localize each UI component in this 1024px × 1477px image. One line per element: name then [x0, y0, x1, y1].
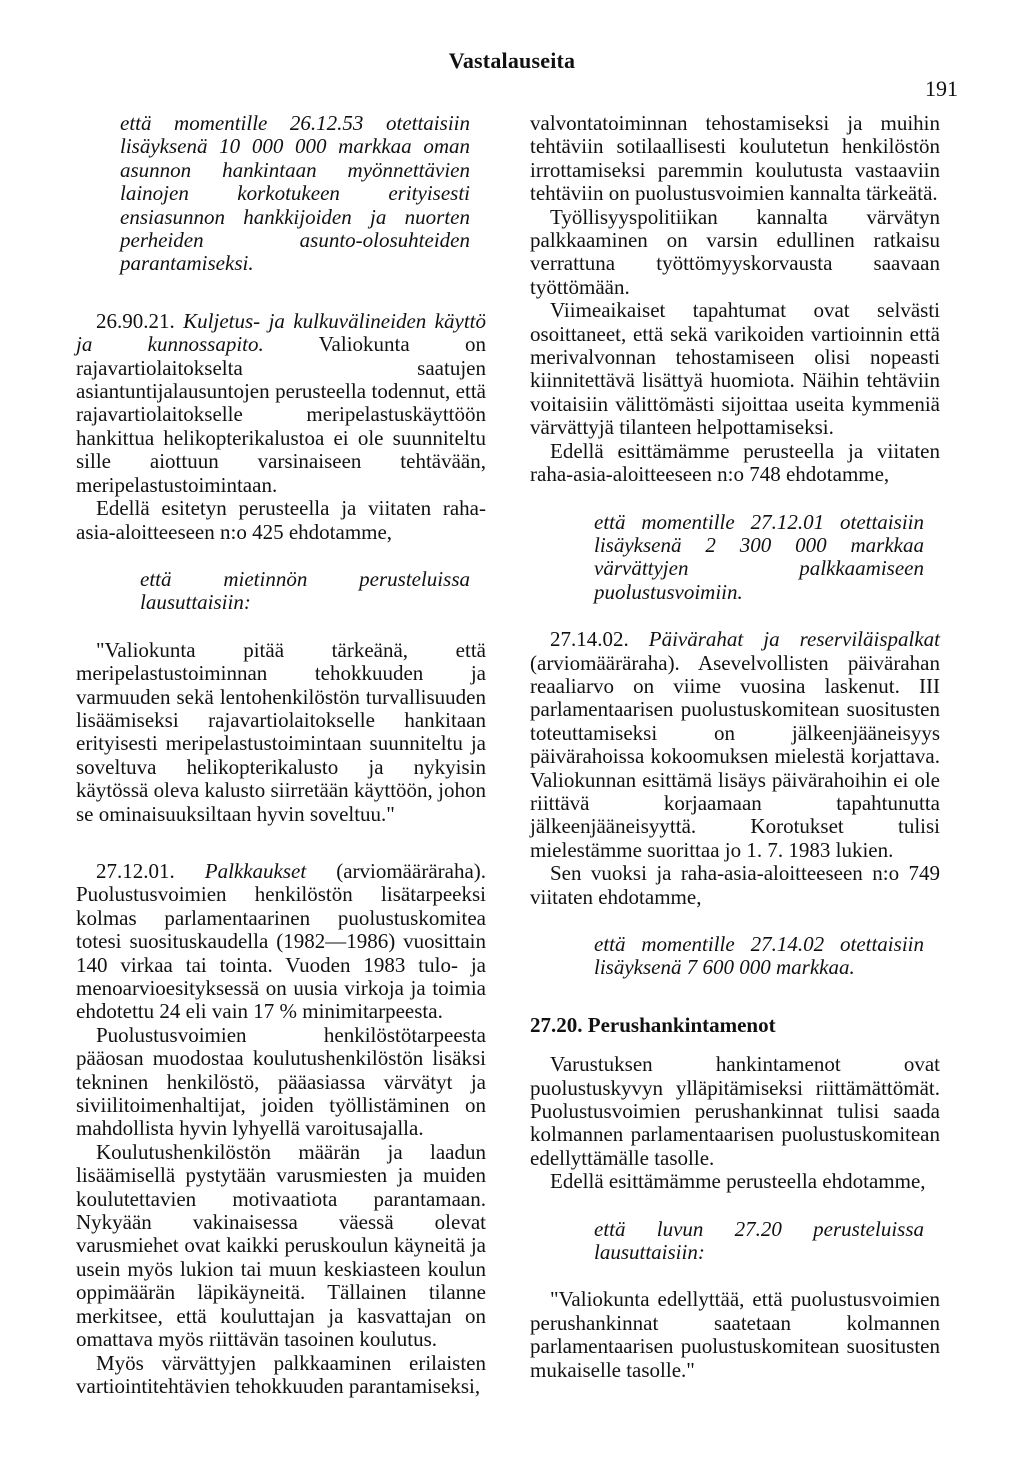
motion-lausuttaisiin: että mietinnön perusteluissa lausuttaisiin: — [140, 566, 470, 615]
right-column — [530, 112, 940, 1382]
paragraph: Myös värvättyjen palkkaaminen erilaisten vartiointitehtävien tehokkuuden parantamiseksi, — [76, 1350, 486, 1398]
section-number: 27.12.01. — [96, 858, 175, 883]
section-number: 27.14.02. — [550, 627, 629, 652]
section-text: (arviomääräraha). Asevelvollisten päivärahan reaaliarvo on viime vuosina laskenut. III parlamentaarisen puolustuskomitean suositusten toteuttamiseksi on jälkeenjääneisyys päivärahoissa kokoomuksen mielestä korjattava. Valiokunnan esittämä lisäys päivärahoihin ei ole riittävä korjaamaan tapahtunutta jälkeenjääneisyyttä. Korotukset tulisi mielestämme suorittaa jo 1. 7. 1983 lukien. — [530, 650, 940, 862]
section-title: Päivärahat ja reserviläispalkat — [648, 627, 940, 652]
paragraph: Edellä esittämämme perusteella ja viitaten raha-asia-aloitteeseen n:o 748 ehdotamme, — [530, 438, 940, 487]
left-column — [76, 112, 486, 1398]
quote-block: "Valiokunta pitää tärkeänä, että meripelastustoiminnan tehokkuuden ja varmuuden sekä lentohenkilöstön turvallisuuden lisäämiseksi rajavartiolaitokselle hankitaan erityisesti meripelastustoimintaan suunniteltu ja soveltuva helikopterikalusto ja nykyisin käytössä oleva kalusto siirretään käyttöön, johon se ominaisuuksiltaan hyvin soveltuu." — [76, 637, 486, 826]
page-header-title: Vastalauseita — [448, 48, 576, 73]
paragraph: Työllisyyspolitiikan kannalta värvätyn palkkaaminen on varsin edullinen ratkaisu verrattuna työttömyyskorvausta saavaan työttömään. — [530, 204, 940, 299]
section-27-14-02 — [530, 628, 940, 862]
paragraph: Varustuksen hankintamenot ovat puolustuskyvyn ylläpitämiseksi riittämättömät. Puolustusvoimien perushankinnat tulisi saada kolmannen parlamentaarisen puolustuskomitean edellyttämälle tasolle. — [530, 1052, 940, 1170]
paragraph: valvontatoiminnan tehostamiseksi ja muihin tehtäviin sotilaallisesti koulutetun henkilöstön irrottamiseksi paremmin koulutusta vastaaviin tehtäviin on puolustusvoimien kannalta tärkeätä. — [530, 111, 940, 206]
paragraph: Edellä esitetyn perusteella ja viitaten raha-asia-aloitteeseen n:o 425 ehdotamme, — [76, 496, 486, 544]
quote-block: "Valiokunta edellyttää, että puolustusvoimien perushankinnat saatetaan kolmannen parlamentaarisen puolustuskomitean suositusten mukaiselle tasolle." — [530, 1287, 940, 1382]
section-heading-27-20: 27.20. Perushankintamenot — [530, 1012, 776, 1037]
section-27-12-01 — [76, 860, 486, 1024]
section-text: Puolustusvoimien henkilöstön lisätarpeeksi kolmas parlamentaarinen puolustuskomitea totesi suosituskaudella (1982—1986) vuosittain 140 virkaa tai tointa. Vuoden 1983 tulo- ja menoarvioesityksessä on uusia virkoja ja toimia ehdotettu 24 eli vain 17 % minimitarpeesta. — [76, 882, 486, 1024]
section-title: Palkkaukset — [204, 858, 307, 883]
motion-27-14-02: että momentille 27.14.02 otettaisiin lisäyksenä 7 600 000 markkaa. — [594, 932, 924, 980]
paragraph: Sen vuoksi ja raha-asia-aloitteeseen n:o 749 viitaten ehdotamme, — [530, 861, 940, 909]
section-type: (arviomääräraha). — [336, 858, 487, 883]
page-number: 191 — [925, 76, 958, 101]
paragraph: Koulutushenkilöstön määrän ja laadun lisäämisellä pystytään varusmiesten ja muiden koulutettavien motivaatiota parantamaan. Nykyään vakinaisessa väessä olevat varusmiehet ovat kaikki peruskoulun käyneitä ja usein myös lukion tai muun keskiasteen koulun oppimäärän läpikäyneitä. Tällainen tilanne merkitsee, että kouluttajan ja kasvattajan on omattava myös riittävän tasoinen koulutus. — [76, 1139, 486, 1352]
paragraph: Viimeaikaiset tapahtumat ovat selvästi osoittaneet, että sekä varikoiden vartioinnin että merivalvonnan tehostamiseen olisi nopeasti kiinnitettävä lisättyä huomiota. Näihin tehtäviin voitaisiin välittömästi sijoittaa useita kymmeniä värvättyjä tilanteen helpottamiseksi. — [530, 298, 940, 440]
paragraph: Edellä esittämämme perusteella ehdotamme, — [550, 1169, 926, 1194]
section-text: Valiokunta on rajavartiolaitokselta saatujen asiantuntijalausuntojen perusteella todennut, että rajavartiolaitokselle meripelastuskäyttöön hankittua helikopterikalustoa ei ole suunniteltu sille aiottuun varsinaiseen tehtävään, meripelastustoimintaan. — [76, 332, 487, 497]
paragraph: Puolustusvoimien henkilöstötarpeesta pääosan muodostaa koulutushenkilöstön lisäksi tekninen henkilöstö, pääasiassa värvätyt ja siviilitoimenhaltijat, joiden työllistäminen on mahdollista hyvin lyhyellä varoitusajalla. — [76, 1022, 486, 1141]
motion-26-12-53: että momentille 26.12.53 otettaisiin lisäyksenä 10 000 000 markkaa oman asunnon hankintaan myönnettävien lainojen korkotukeen erityisesti ensiasunnon hankkijoiden ja nuorten perheiden asunto-olosuhteiden parantamiseksi. — [120, 111, 470, 276]
section-26-90-21 — [76, 310, 486, 497]
section-number: 26.90.21. — [96, 308, 175, 333]
motion-27-20: että luvun 27.20 perusteluissa lausuttaisiin: — [594, 1216, 924, 1265]
motion-27-12-01: että momentille 27.12.01 otettaisiin lisäyksenä 2 300 000 markkaa värvättyjen palkkaamiseen puolustusvoimiin. — [594, 509, 924, 604]
section-title: Kuljetus- ja kulkuvälineiden käyttö ja kunnossapito. — [76, 308, 486, 357]
